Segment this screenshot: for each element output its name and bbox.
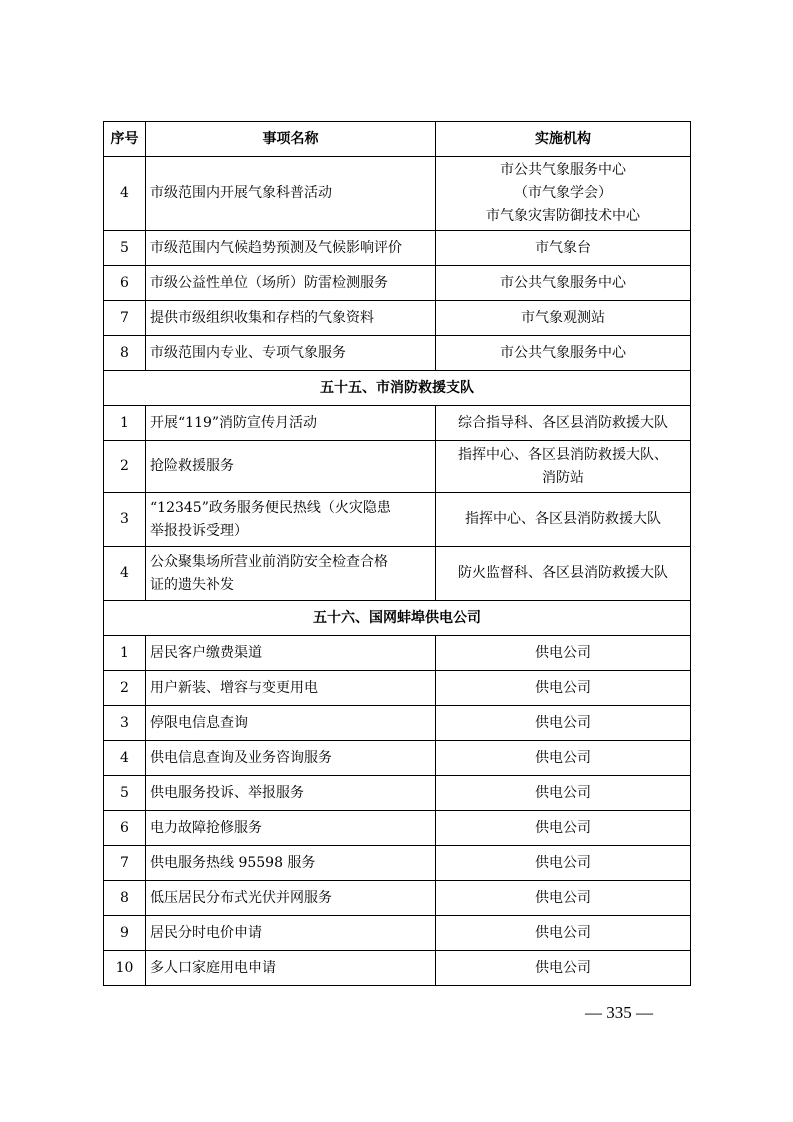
table-row	[104, 706, 691, 741]
row-org: 市公共气象服务中心	[436, 266, 691, 301]
row-number: 7	[104, 846, 146, 881]
row-org: 供电公司	[436, 811, 691, 846]
row-item: 市级范围内开展气象科普活动	[146, 157, 436, 231]
table-row	[104, 916, 691, 951]
row-org: 供电公司	[436, 951, 691, 986]
table-row	[104, 776, 691, 811]
row-item: 电力故障抢修服务	[146, 811, 436, 846]
row-org: 市公共气象服务中心 （市气象学会） 市气象灾害防御技术中心	[436, 157, 691, 231]
row-number: 4	[104, 547, 146, 601]
row-number: 2	[104, 441, 146, 493]
row-number: 3	[104, 493, 146, 547]
row-item: 停限电信息查询	[146, 706, 436, 741]
row-org: 供电公司	[436, 776, 691, 811]
row-number: 6	[104, 811, 146, 846]
table-row	[104, 157, 691, 231]
table-header-row	[104, 122, 691, 157]
row-number: 7	[104, 301, 146, 336]
row-org: 防火监督科、各区县消防救援大队	[436, 547, 691, 601]
table-row	[104, 547, 691, 601]
row-number: 2	[104, 671, 146, 706]
row-item: 公众聚集场所营业前消防安全检查合格 证的遗失补发	[146, 547, 436, 601]
section-title-fire-rescue: 五十五、市消防救援支队	[104, 371, 691, 406]
row-org: 供电公司	[436, 846, 691, 881]
table-row	[104, 231, 691, 266]
table-row	[104, 951, 691, 986]
row-item: 居民客户缴费渠道	[146, 636, 436, 671]
row-number: 10	[104, 951, 146, 986]
service-table	[103, 121, 691, 986]
row-org: 供电公司	[436, 636, 691, 671]
table-row	[104, 406, 691, 441]
row-org: 供电公司	[436, 741, 691, 776]
row-number: 4	[104, 157, 146, 231]
header-number: 序号	[104, 122, 146, 157]
table-row	[104, 881, 691, 916]
row-number: 9	[104, 916, 146, 951]
row-number: 6	[104, 266, 146, 301]
row-item: 供电服务投诉、举报服务	[146, 776, 436, 811]
row-item: 供电信息查询及业务咨询服务	[146, 741, 436, 776]
table-row	[104, 266, 691, 301]
row-number: 1	[104, 406, 146, 441]
row-item: “12345”政务服务便民热线（火灾隐患 举报投诉受理）	[146, 493, 436, 547]
row-number: 4	[104, 741, 146, 776]
table-row	[104, 441, 691, 493]
row-item: 市级范围内气候趋势预测及气候影响评价	[146, 231, 436, 266]
table-row	[104, 336, 691, 371]
row-org: 指挥中心、各区县消防救援大队、 消防站	[436, 441, 691, 493]
row-org: 指挥中心、各区县消防救援大队	[436, 493, 691, 547]
row-number: 3	[104, 706, 146, 741]
row-item: 低压居民分布式光伏并网服务	[146, 881, 436, 916]
section-row	[104, 601, 691, 636]
row-item: 抢险救援服务	[146, 441, 436, 493]
row-org: 供电公司	[436, 881, 691, 916]
table-row	[104, 493, 691, 547]
row-number: 5	[104, 231, 146, 266]
row-item: 市级范围内专业、专项气象服务	[146, 336, 436, 371]
header-org: 实施机构	[436, 122, 691, 157]
row-org: 综合指导科、各区县消防救援大队	[436, 406, 691, 441]
header-item-name: 事项名称	[146, 122, 436, 157]
row-org: 供电公司	[436, 916, 691, 951]
row-org: 市公共气象服务中心	[436, 336, 691, 371]
table-row	[104, 671, 691, 706]
table-row	[104, 811, 691, 846]
row-item: 市级公益性单位（场所）防雷检测服务	[146, 266, 436, 301]
section-row	[104, 371, 691, 406]
row-item: 居民分时电价申请	[146, 916, 436, 951]
page-number: — 335 —	[585, 1003, 653, 1022]
row-item: 多人口家庭用电申请	[146, 951, 436, 986]
table-row	[104, 636, 691, 671]
row-number: 5	[104, 776, 146, 811]
row-item: 供电服务热线 95598 服务	[146, 846, 436, 881]
row-number: 1	[104, 636, 146, 671]
table-row	[104, 301, 691, 336]
row-item: 开展“119”消防宣传月活动	[146, 406, 436, 441]
row-number: 8	[104, 881, 146, 916]
table-row	[104, 741, 691, 776]
row-org: 供电公司	[436, 671, 691, 706]
section-title-power-supply: 五十六、国网蚌埠供电公司	[104, 601, 691, 636]
row-org: 市气象台	[436, 231, 691, 266]
row-org: 供电公司	[436, 706, 691, 741]
row-item: 用户新装、增容与变更用电	[146, 671, 436, 706]
row-number: 8	[104, 336, 146, 371]
table-row	[104, 846, 691, 881]
row-org: 市气象观测站	[436, 301, 691, 336]
row-item: 提供市级组织收集和存档的气象资料	[146, 301, 436, 336]
